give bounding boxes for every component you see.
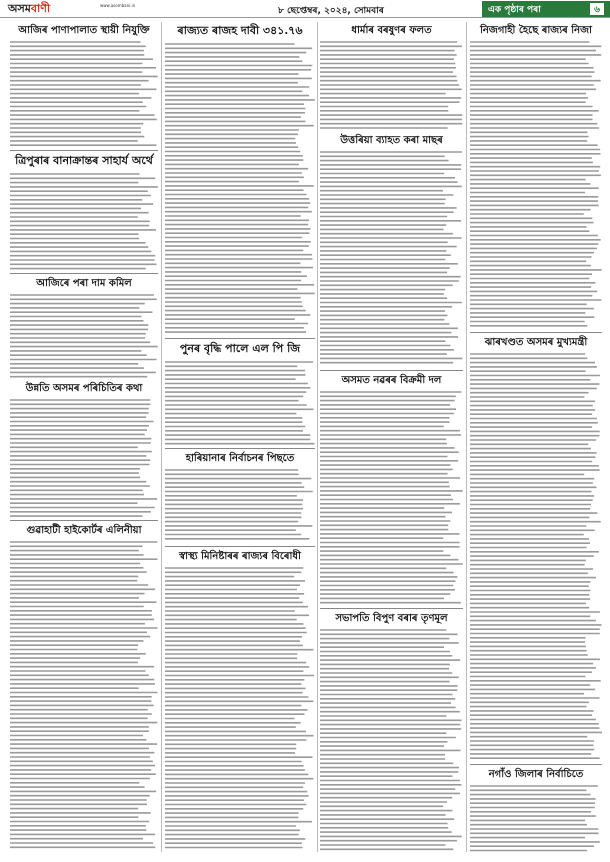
article-body <box>320 390 463 606</box>
article-headline[interactable]: ধাৰ্মাৰ বৰষুণৰ ফলত <box>351 25 432 36</box>
article-headline[interactable]: অসমত নৱৰৰ বিক্ৰমী দল <box>341 375 442 386</box>
logo-left: অসম <box>8 1 31 15</box>
section-label: এক পৃষ্ঠাৰ পৰা <box>488 4 541 15</box>
column-rule <box>317 22 318 852</box>
article-divider <box>470 332 602 333</box>
text-lines <box>10 40 158 148</box>
article-headline[interactable]: আজিৰে পৰা দাম কমিল <box>36 278 132 289</box>
article-headline[interactable]: উন্নতি অসমৰ পৰিচিতিৰ কথা <box>25 383 143 394</box>
text-lines <box>165 468 315 544</box>
article-headline[interactable]: স্বাস্থ্য মিনিষ্টাৰৰ ৰাজ্যৰ বিৰোধী <box>179 551 301 562</box>
article-divider <box>165 448 315 449</box>
article-divider <box>320 608 463 609</box>
article-body <box>10 293 158 379</box>
article-headline[interactable]: উত্তৰিয়া ব্যাহত কৰা মাছৰ <box>340 135 443 146</box>
article-body <box>470 40 602 330</box>
article-body <box>320 40 463 130</box>
text-lines <box>10 540 158 852</box>
article-body <box>10 398 158 518</box>
article-headline[interactable]: আজিৰ পাণাপালাত স্থায়ী নিযুক্তি <box>18 25 150 36</box>
article-body <box>470 784 602 852</box>
column-rule <box>161 22 162 852</box>
website-text: www.asombani.in <box>100 3 136 8</box>
text-lines <box>10 398 158 518</box>
text-lines <box>165 566 315 852</box>
article-body <box>165 42 315 336</box>
article-headline[interactable]: গুৱাহাটী হাইকোৰ্টৰ এলিনীয়া <box>26 525 142 536</box>
article-divider <box>10 150 158 151</box>
text-lines <box>320 40 463 130</box>
article-body <box>10 172 158 272</box>
text-lines <box>320 628 463 852</box>
article-headline[interactable]: হাৰিয়ানাৰ নিৰ্বাচনৰ পিছতে <box>185 453 295 464</box>
text-lines <box>10 172 158 272</box>
article-divider <box>320 370 463 371</box>
article-headline[interactable]: নগাঁও জিলাৰ নিৰ্বাচিতে <box>488 769 584 780</box>
article-divider <box>470 764 602 765</box>
article-body <box>165 360 315 446</box>
column-rule <box>466 22 467 852</box>
article-divider <box>10 520 158 521</box>
text-lines <box>470 40 602 330</box>
article-divider <box>165 546 315 547</box>
article-headline[interactable]: ঝাৰখণ্ডত অসমৰ মুখ্যমন্ত্ৰী <box>484 337 588 348</box>
article-headline[interactable]: পুনৰ বৃদ্ধি পালে এল পি জি <box>179 342 301 355</box>
article-headline[interactable]: ত্ৰিপুৰাৰ বানাক্ৰান্তৰ সাহাৰ্য অৰ্থে <box>15 154 153 167</box>
article-body <box>320 628 463 852</box>
article-headline[interactable]: নিজগাহী হৈছে ৰাজ্যৰ নিজা <box>480 25 592 36</box>
article-body <box>165 468 315 544</box>
article-body <box>10 540 158 852</box>
text-lines <box>320 390 463 606</box>
text-lines <box>470 352 602 762</box>
masthead <box>0 0 610 18</box>
text-lines <box>470 784 602 852</box>
newspaper-logo[interactable] <box>8 2 50 16</box>
page-section-bar <box>482 1 610 17</box>
article-body <box>320 150 463 368</box>
article-divider <box>10 273 158 274</box>
logo-right: বাণী <box>30 1 51 15</box>
article-divider <box>165 338 315 339</box>
text-lines <box>10 293 158 379</box>
text-lines <box>165 42 315 336</box>
article-body <box>165 566 315 852</box>
text-lines <box>320 150 463 368</box>
text-lines <box>165 360 315 446</box>
article-body <box>10 40 158 148</box>
issue-date: ৮ ছেপ্তেম্বৰ, ২০২৪, সোমবাৰ <box>278 6 384 16</box>
page-number: ৬ <box>590 3 604 15</box>
article-body <box>470 352 602 762</box>
article-headline[interactable]: সভাপতি বিপুণ বৰাৰ তৃণমূল <box>335 613 448 624</box>
article-headline[interactable]: ৰাজ্যত ৰাজহ দাবী ৩৪১.৭৬ <box>177 24 303 37</box>
